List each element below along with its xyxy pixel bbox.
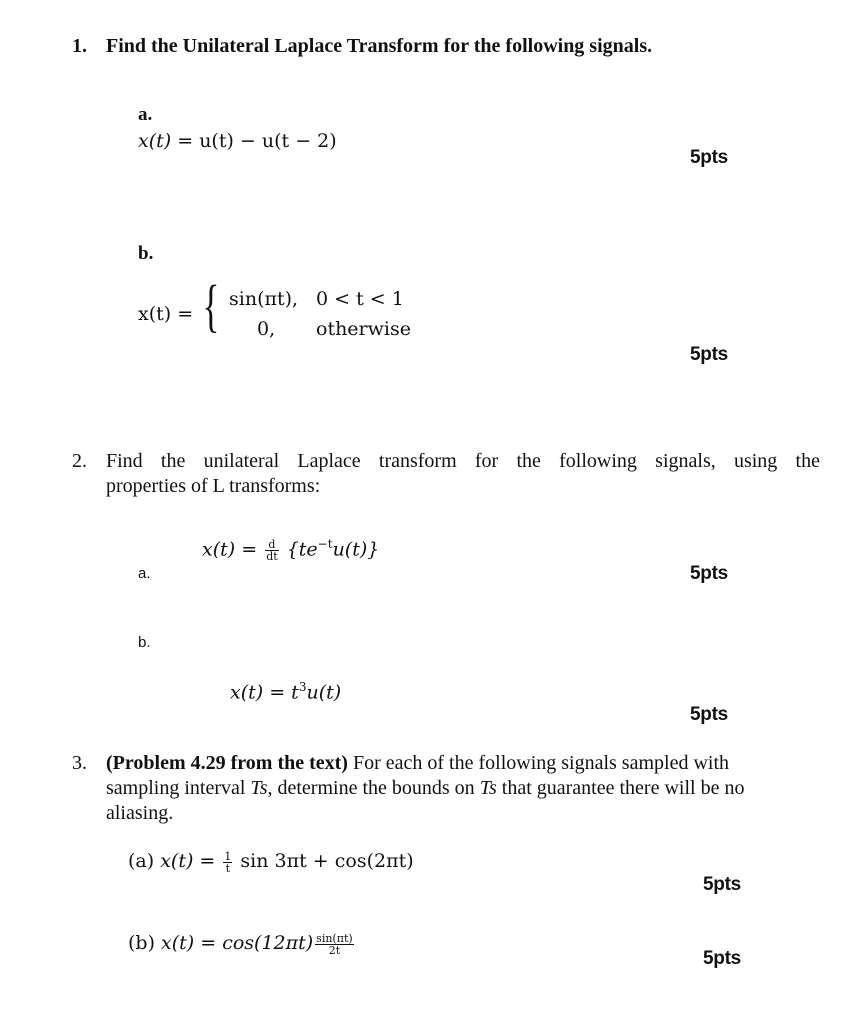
- q2-b-label: b.: [138, 634, 151, 651]
- q3-text-line3: aliasing.: [106, 802, 174, 824]
- q1-a-points: 5pts: [690, 147, 728, 168]
- q2-a-frac-den: dt: [266, 549, 278, 563]
- q2-a-frac-num: d: [265, 539, 278, 551]
- q3-bold-lead: (Problem 4.29 from the text): [106, 752, 348, 774]
- q2-a-label: a.: [138, 565, 151, 582]
- q2-b-equation: [230, 680, 341, 703]
- q3-b-points: 5pts: [703, 948, 741, 969]
- q2-b-lhs: x(t) = t: [230, 681, 299, 704]
- q1-a-rhs: u(t) − u(t − 2): [199, 130, 337, 152]
- q2-a-rhs-post: u(t)}: [332, 538, 380, 561]
- q1-number: 1.: [72, 35, 87, 57]
- q3-text-line2-c: that guarantee there will be no: [496, 777, 745, 799]
- q1-a-lhs: x(t) =: [138, 130, 200, 152]
- q3-b-equation: [128, 932, 356, 956]
- q2-a-rhs-sup: −t: [317, 537, 333, 551]
- q1-a-label: a.: [138, 104, 153, 125]
- q3-b-lhs: x(t) = cos(12πt): [161, 932, 314, 954]
- q3-text-line1: For each of the following signals sampled with: [347, 752, 730, 774]
- q1-b-label: b.: [138, 243, 154, 264]
- q3-text-line2-b: , determine the bounds on: [267, 777, 480, 799]
- q1-title: Find the Unilateral Laplace Transform for the following signals.: [106, 35, 653, 57]
- q3-text-line2: [106, 777, 744, 800]
- q3-a-label: (a): [128, 850, 161, 872]
- q1-b-case1-expr: sin(πt),: [229, 288, 299, 310]
- q2-text-line1: Find the unilateral Laplace transform for the following signals, using the: [106, 450, 820, 472]
- q2-b-sup: 3: [298, 680, 307, 694]
- q2-b-rhs: u(t): [306, 681, 342, 704]
- q3-a-rhs: sin 3πt + cos(2πt): [234, 850, 414, 872]
- q2-a-derivative: [265, 539, 278, 562]
- q1-b-brace: {: [202, 273, 220, 338]
- q3-ts-1: Ts: [250, 777, 268, 799]
- q3-a-frac-num: 1: [224, 849, 232, 863]
- q1-a-equation: [138, 130, 337, 152]
- q3-a-frac-den: t: [225, 861, 231, 875]
- q2-a-equation: [202, 537, 379, 562]
- q1-b-lhs: x(t) =: [138, 303, 194, 325]
- q3-text-line1-wrap: [106, 752, 729, 775]
- q1-b-points: 5pts: [690, 344, 728, 365]
- q3-a-points: 5pts: [703, 874, 741, 895]
- q2-text-line2: properties of L transforms:: [106, 475, 321, 497]
- q2-a-points: 5pts: [690, 563, 728, 584]
- q3-b-frac-den: 2t: [328, 943, 341, 957]
- q3-b-label: (b): [128, 932, 162, 954]
- q3-ts-2: Ts: [479, 777, 497, 799]
- q3-a-lhs: x(t) =: [160, 850, 222, 872]
- q2-a-lhs: x(t) =: [202, 538, 258, 561]
- q1-b-case2-expr: 0,: [257, 318, 276, 340]
- q3-text-line2-a: sampling interval: [106, 777, 251, 799]
- q3-b-fraction: [315, 933, 353, 956]
- q3-a-equation: [128, 850, 414, 874]
- q1-b-case2-cond: otherwise: [316, 318, 411, 340]
- q2-number: 2.: [72, 450, 87, 472]
- q1-b-case1-cond: 0 < t < 1: [316, 288, 404, 310]
- q3-number: 3.: [72, 752, 87, 774]
- q3-b-frac-num: sin(πt): [316, 931, 353, 945]
- q2-a-rhs-pre: {te: [286, 538, 318, 561]
- q1-heading: [72, 35, 652, 58]
- q2-b-points: 5pts: [690, 704, 728, 725]
- q3-a-fraction: [223, 851, 232, 874]
